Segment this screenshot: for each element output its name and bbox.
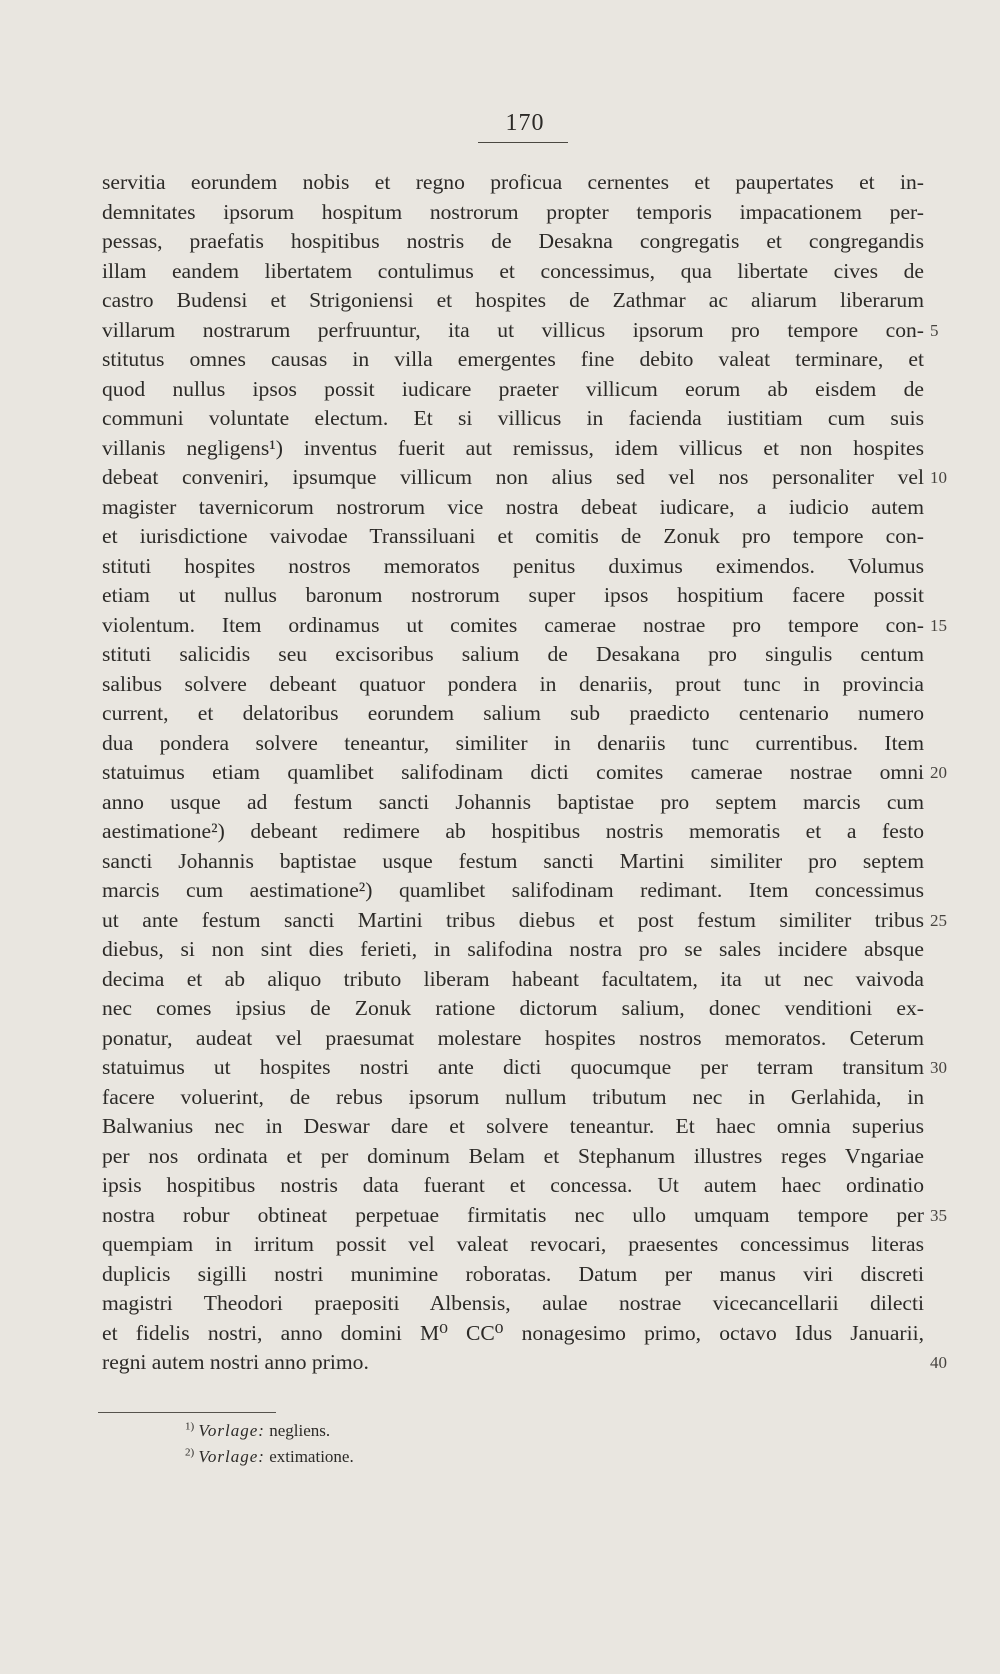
footnote-rule: [98, 1412, 276, 1413]
text-line: stitutus omnes causas in villa emergentes fine debito valeat terminare, et: [102, 347, 924, 371]
text-line: anno usque ad festum sancti Johannis baptistae pro septem marcis cum: [102, 789, 924, 814]
line-number: 5: [930, 320, 939, 340]
text-line: dua pondera solvere teneantur, similiter in denariis tunc currentibus. Item: [102, 730, 924, 755]
text-line: stituti salicidis seu excisoribus salium de Desakana pro singulis centum: [102, 642, 924, 666]
footnote-mark: 1): [185, 1420, 195, 1433]
text-line: demnitates ipsorum hospitum nostrorum propter temporis impacationem per-: [102, 199, 924, 224]
text-line: per nos ordinata et per dominum Belam et Stephanum illustres reges Vngariae: [102, 1143, 924, 1168]
text-line: et fidelis nostri, anno domini M⁰ CC⁰ nonagesimo primo, octavo Idus Januarii,: [102, 1320, 924, 1345]
footnote: [185, 1444, 354, 1470]
text-line: ipsis hospitibus nostris data fuerant et concessa. Ut autem haec ordinatio: [102, 1173, 924, 1197]
text-line: villanis negligens¹) inventus fuerit aut remissus, idem villicus et non hospites: [102, 435, 924, 460]
footnote-text: extimatione.: [269, 1447, 354, 1466]
line-number: 35: [930, 1205, 947, 1225]
text-line: aestimatione²) debeant redimere ab hospitibus nostris memoratis et a festo: [102, 819, 924, 843]
line-number: 40: [930, 1353, 947, 1372]
footnote-label: Vorlage:: [198, 1447, 265, 1466]
text-line: servitia eorundem nobis et regno proficua cernentes et paupertates et in-: [102, 170, 924, 194]
text-line: statuimus ut hospites nostri ante dicti quocumque per terram transitum: [102, 1055, 924, 1079]
text-line: salibus solvere debeant quatuor pondera in denariis, prout tunc in provincia: [102, 671, 924, 696]
line-number: 10: [930, 468, 947, 487]
footnote: [185, 1418, 354, 1444]
text-line: decima et ab aliquo tributo liberam habeant facultatem, ita ut nec vaivoda: [102, 966, 924, 991]
text-line: villarum nostrarum perfruuntur, ita ut villicus ipsorum pro tempore con-: [102, 317, 924, 342]
footnote-text: negliens.: [269, 1421, 331, 1440]
text-line: debeat conveniri, ipsumque villicum non alius sed vel nos personaliter vel: [102, 465, 924, 489]
text-line: diebus, si non sint dies ferieti, in salifodina nostra pro se sales incidere absque: [102, 937, 924, 961]
page-number: 170: [505, 110, 545, 136]
text-line: ponatur, audeat vel praesumat molestare hospites nostros memoratos. Ceterum: [102, 1025, 924, 1050]
text-line: castro Budensi et Strigoniensi et hospites de Zathmar ac aliarum liberarum: [102, 288, 924, 312]
text-line: stituti hospites nostros memoratos penitus duximus eximendos. Volumus: [102, 553, 924, 578]
text-line: quempiam in irritum possit vel valeat revocari, praesentes concessimus literas: [102, 1232, 924, 1256]
footnotes: [185, 1418, 354, 1470]
text-line: nostra robur obtineat perpetuae firmitatis nec ullo umquam tempore per: [102, 1202, 924, 1227]
text-line: etiam ut nullus baronum nostrorum super ipsos hospitium facere possit: [102, 583, 924, 607]
footnote-mark: 2): [185, 1446, 195, 1459]
text-line: facere voluerint, de rebus ipsorum nullum tributum nec in Gerlahida, in: [102, 1084, 924, 1109]
text-line: magister tavernicorum nostrorum vice nostra debeat iudicare, a iudicio autem: [102, 494, 924, 519]
text-line: duplicis sigilli nostri munimine roboratas. Datum per manus viri discreti: [102, 1261, 924, 1286]
text-line: ut ante festum sancti Martini tribus diebus et post festum similiter tribus: [102, 907, 924, 932]
text-line: et iurisdictione vaivodae Transsiluani et comitis de Zonuk pro tempore con-: [102, 524, 924, 548]
text-line: communi voluntate electum. Et si villicus in facienda iustitiam cum suis: [102, 406, 924, 430]
line-number: 15: [930, 615, 947, 635]
text-line: sancti Johannis baptistae usque festum sancti Martini similiter pro septem: [102, 848, 924, 873]
text-line: illam eandem libertatem contulimus et concessimus, qua libertate cives de: [102, 258, 924, 283]
text-line: violentum. Item ordinamus ut comites camerae nostrae pro tempore con-: [102, 612, 924, 637]
text-line: statuimus etiam quamlibet salifodinam dicti comites camerae nostrae omni: [102, 760, 924, 784]
text-line: regni autem nostri anno primo.: [102, 1350, 369, 1374]
line-number: 20: [930, 763, 947, 782]
line-number: 25: [930, 910, 947, 930]
body-text: [102, 168, 924, 1378]
text-line: magistri Theodori praepositi Albensis, aulae nostrae vicecancellarii dilecti: [102, 1291, 924, 1315]
footnote-label: Vorlage:: [198, 1421, 265, 1440]
text-line: Balwanius nec in Deswar dare et solvere teneantur. Et haec omnia superius: [102, 1114, 924, 1138]
text-line: quod nullus ipsos possit iudicare praeter villicum eorum ab eisdem de: [102, 376, 924, 401]
line-number: 30: [930, 1058, 947, 1077]
text-line: marcis cum aestimatione²) quamlibet salifodinam redimant. Item concessimus: [102, 878, 924, 902]
text-line: current, et delatoribus eorundem salium sub praedicto centenario numero: [102, 701, 924, 725]
page-number-rule: [478, 142, 568, 143]
text-line: pessas, praefatis hospitibus nostris de Desakna congregatis et congregandis: [102, 229, 924, 253]
text-line: nec comes ipsius de Zonuk ratione dictorum salium, donec venditioni ex-: [102, 996, 924, 1020]
